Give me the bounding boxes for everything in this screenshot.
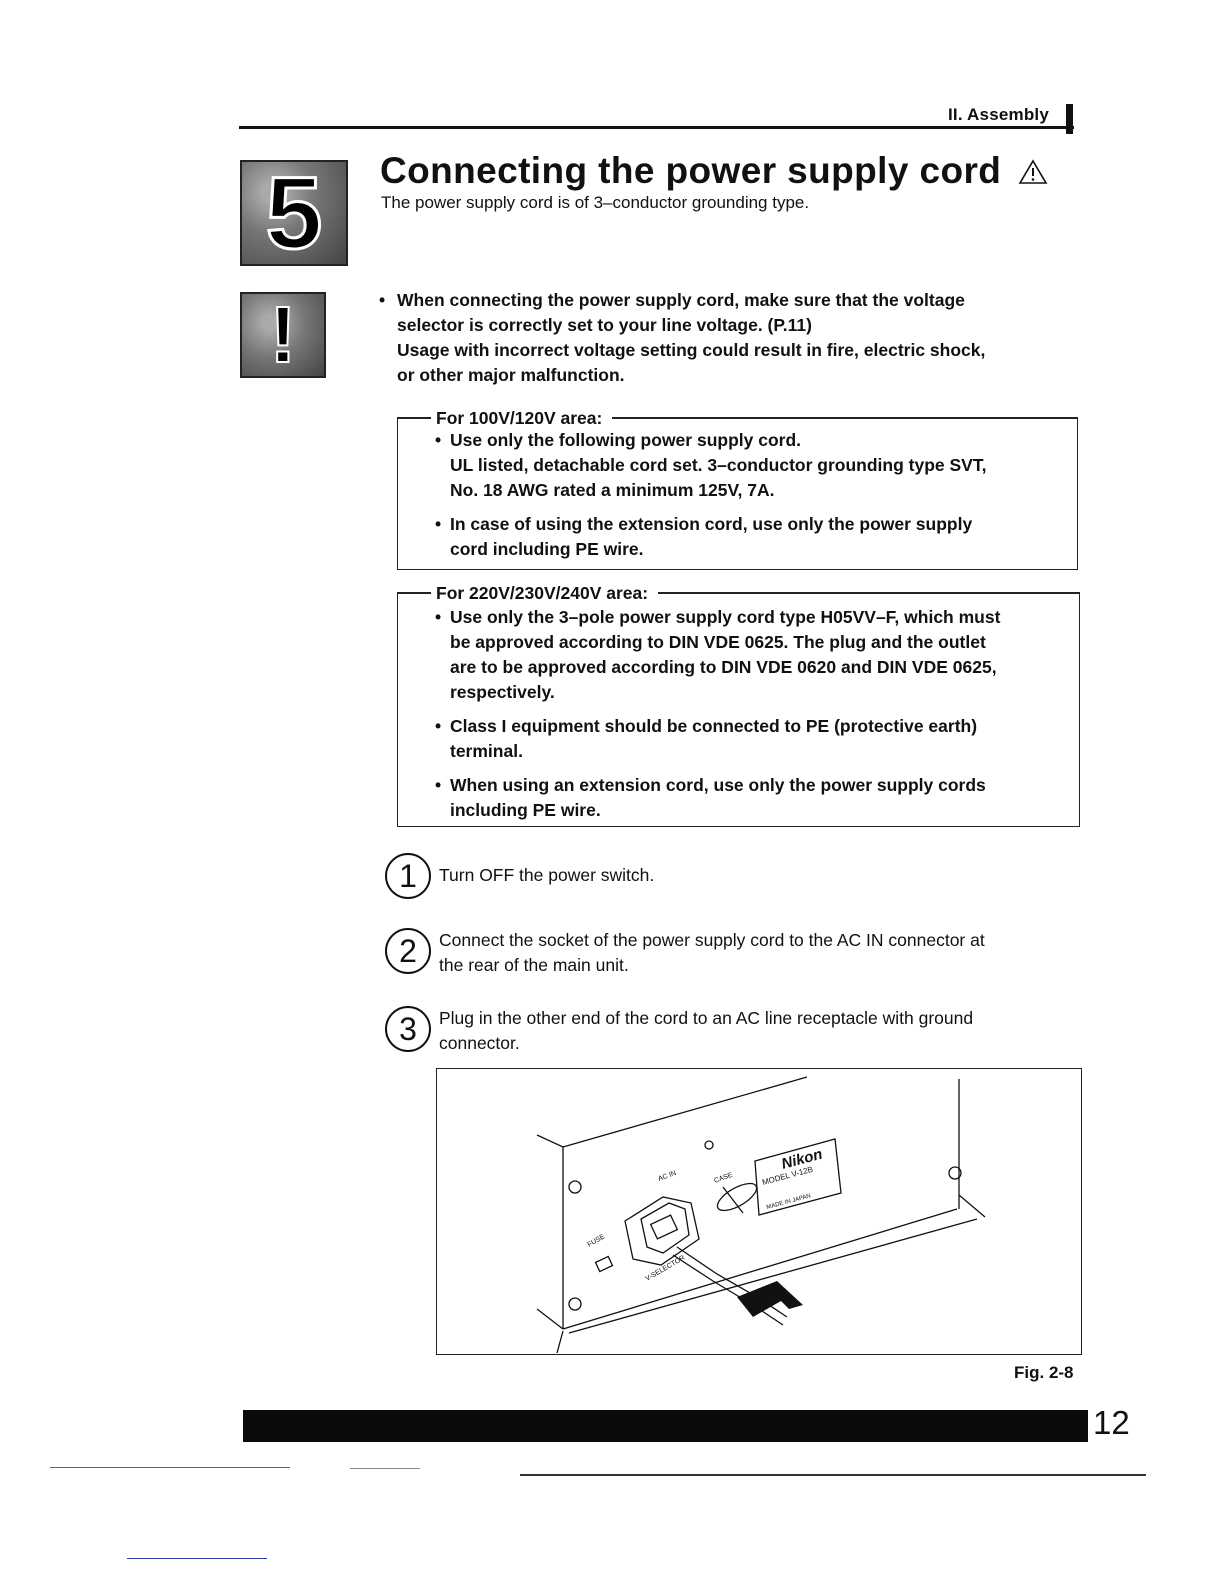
step-3-text: Plug in the other end of the cord to an AC line receptacle with ground connector. xyxy=(439,1008,974,1053)
list-item: • When using an extension cord, use only the power supply cords including PE wire. xyxy=(435,775,986,820)
caution-badge xyxy=(240,292,326,378)
made-in-label: MADE IN JAPAN xyxy=(765,1193,812,1211)
voltage-warning xyxy=(379,288,1079,388)
step-number-badge xyxy=(240,156,348,270)
subtitle: The power supply cord is of 3–conductor grounding type. xyxy=(381,193,810,212)
box-100v-120v xyxy=(397,407,1078,570)
page-title xyxy=(380,150,1048,192)
rear-panel-illustration xyxy=(437,1069,1080,1353)
figure-2-8 xyxy=(436,1068,1082,1355)
footer-bar xyxy=(243,1410,1088,1442)
box-legend-text: For 220V/230V/240V area: xyxy=(431,583,658,604)
bullet: • xyxy=(379,290,386,310)
box-legend xyxy=(397,581,1080,605)
box-legend xyxy=(397,406,1078,430)
list-item: • Use only the 3–pole power supply cord type H05VV–F, which must be approved according to DIN VDE 0625. The plug and the outlet are to be approved according to DIN VDE 0620 and DIN VDE 0625, respectively. xyxy=(435,607,1001,702)
figure-caption: Fig. 2-8 xyxy=(1014,1363,1074,1382)
header-rule xyxy=(239,126,1074,129)
exclamation-icon: ! xyxy=(269,290,297,379)
brand-label: Nikon xyxy=(779,1145,825,1173)
box-items xyxy=(435,428,1073,571)
list-item: • Class I equipment should be connected to PE (protective earth) terminal. xyxy=(435,716,978,761)
list-item: • In case of using the extension cord, use only the power supply cord including PE wire. xyxy=(435,514,973,559)
step-1-text: Turn OFF the power switch. xyxy=(439,865,655,885)
page-title-text: Connecting the power supply cord xyxy=(380,150,1002,191)
scan-artifact-line xyxy=(350,1468,420,1469)
section-label: II. Assembly xyxy=(948,105,1049,124)
scan-artifact-line xyxy=(50,1467,290,1468)
warning-line: Usage with incorrect voltage setting could result in fire, electric shock, xyxy=(397,340,986,360)
page-number: 12 xyxy=(1093,1404,1130,1441)
scan-artifact-line xyxy=(520,1474,1146,1476)
model-label: MODEL V-12B xyxy=(761,1164,814,1187)
ac-in-label: AC IN xyxy=(657,1169,678,1183)
step-number: 5 xyxy=(265,156,323,270)
warning-line: or other major malfunction. xyxy=(397,365,625,385)
warning-line: When connecting the power supply cord, make sure that the voltage xyxy=(397,290,965,310)
step-3-circle: 3 xyxy=(385,1006,431,1052)
step-1-circle: 1 xyxy=(385,853,431,899)
warning-triangle-icon xyxy=(1018,159,1048,185)
section-marker-bar xyxy=(1066,104,1073,134)
box-legend-text: For 100V/120V area: xyxy=(431,408,612,429)
fuse-label: FUSE xyxy=(586,1233,607,1249)
step-2-text: Connect the socket of the power supply cord to the AC IN connector at the rear of the main unit. xyxy=(439,930,985,975)
step-2-circle: 2 xyxy=(385,928,431,974)
box-items xyxy=(435,605,1075,832)
v-selector-label: V-SELECTOR xyxy=(644,1254,687,1283)
warning-line: selector is correctly set to your line voltage. (P.11) xyxy=(397,315,812,335)
case-label: CASE xyxy=(713,1171,734,1185)
list-item: • Use only the following power supply cord. UL listed, detachable cord set. 3–conductor grounding type SVT, No. 18 AWG rated a minimum 125V, 7A. xyxy=(435,430,987,500)
box-220v-240v xyxy=(397,582,1080,827)
scan-artifact-line xyxy=(127,1558,267,1559)
